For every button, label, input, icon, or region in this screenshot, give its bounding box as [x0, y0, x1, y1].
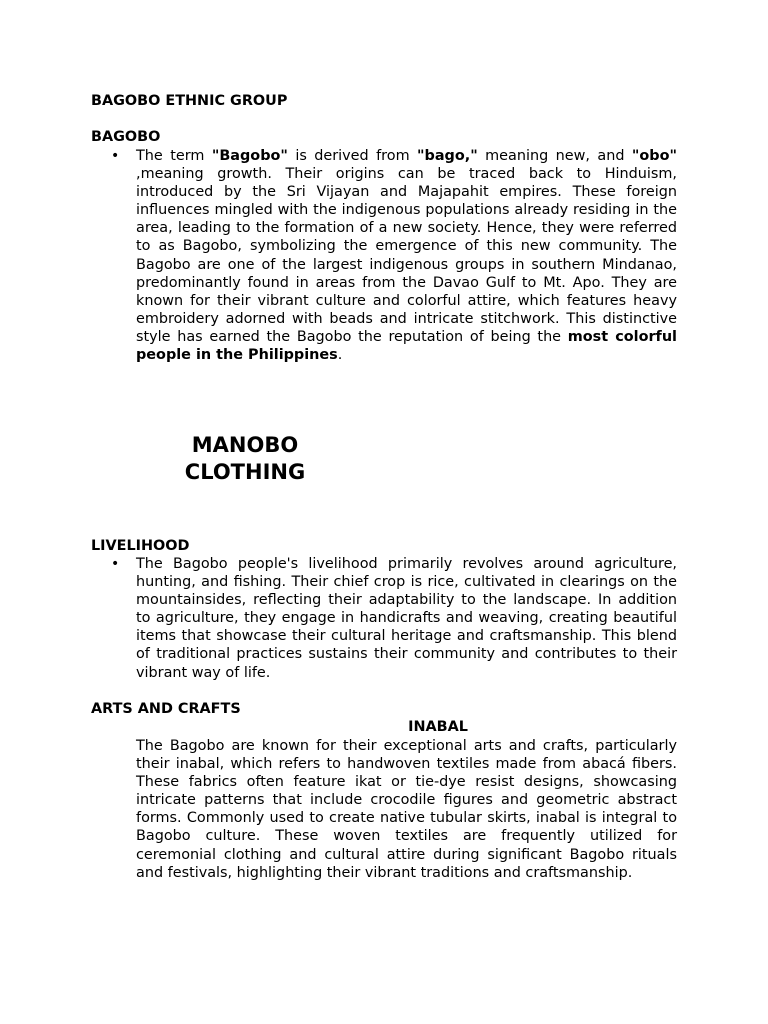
obo-term: "obo" — [631, 148, 677, 164]
manobo-title-line-2: CLOTHING — [184, 460, 306, 484]
livelihood-heading: LIVELIHOOD — [91, 538, 190, 554]
manobo-clothing-title — [150, 432, 340, 486]
inabal-subheading: INABAL — [408, 719, 468, 735]
arts-crafts-heading: ARTS AND CRAFTS — [91, 701, 241, 717]
bagobo-paragraph — [136, 147, 677, 364]
bagobo-bullet — [91, 147, 677, 364]
bullet-icon: • — [111, 148, 120, 164]
livelihood-paragraph: The Bagobo people's livelihood primarily revolves around agriculture, hunting, and fishing. Their chief crop is rice, cultivated in clearings on the mountainsides, reflecting their adaptability to the landscape. In addition to agriculture, they engage in handicrafts and weaving, creating beautiful items that showcase their cultural heritage and craftsmanship. This blend of traditional practices sustains their community and contributes to their vibrant way of life. — [136, 556, 677, 681]
bagobo-text-1: The term — [136, 148, 212, 164]
bagobo-text-4: ,meaning growth. Their origins can be traced back to Hinduism, introduced by the Sri Vijayan and Majapahit empires. These foreign influences mingled with the indigenous populations already residing in the area, leading to the formation of a new society. Hence, they were referred to as Bagobo, symbolizing the emergence of this new community. The Bagobo are one of the largest indigenous groups in southern Mindanao, predominantly found in areas from the Davao Gulf to Mt. Apo. They are known for their vibrant culture and colorful attire, which features heavy embroidery adorned with beads and intricate stitchwork. This distinctive style has earned the Bagobo the reputation of being the — [136, 166, 677, 345]
bago-term: "bago," — [417, 148, 478, 164]
document-title: BAGOBO ETHNIC GROUP — [91, 93, 288, 109]
arts-paragraph: The Bagobo are known for their exceptional arts and crafts, particularly their inabal, which refers to handwoven textiles made from abacá fibers. These fabrics often feature ikat or tie-dye resist designs, showcasing intricate patterns that include crocodile figures and geometric abstract forms. Commonly used to create native tubular skirts, inabal is integral to Bagobo culture. These woven textiles are frequently utilized for ceremonial clothing and cultural attire during significant Bagobo rituals and festivals, highlighting their vibrant traditions and craftsmanship. — [136, 738, 677, 881]
manobo-title-line-1: MANOBO — [191, 433, 299, 457]
bagobo-text-2: is derived from — [287, 148, 418, 164]
bagobo-term: "Bagobo" — [211, 148, 288, 164]
livelihood-bullet — [91, 555, 677, 682]
bullet-icon: • — [111, 556, 120, 572]
bagobo-text-5: . — [337, 347, 343, 364]
bagobo-text-3: meaning new, and — [477, 148, 632, 164]
bagobo-heading: BAGOBO — [91, 129, 161, 145]
colorful-people-phrase: most colorful people in the Philippines — [136, 328, 677, 364]
